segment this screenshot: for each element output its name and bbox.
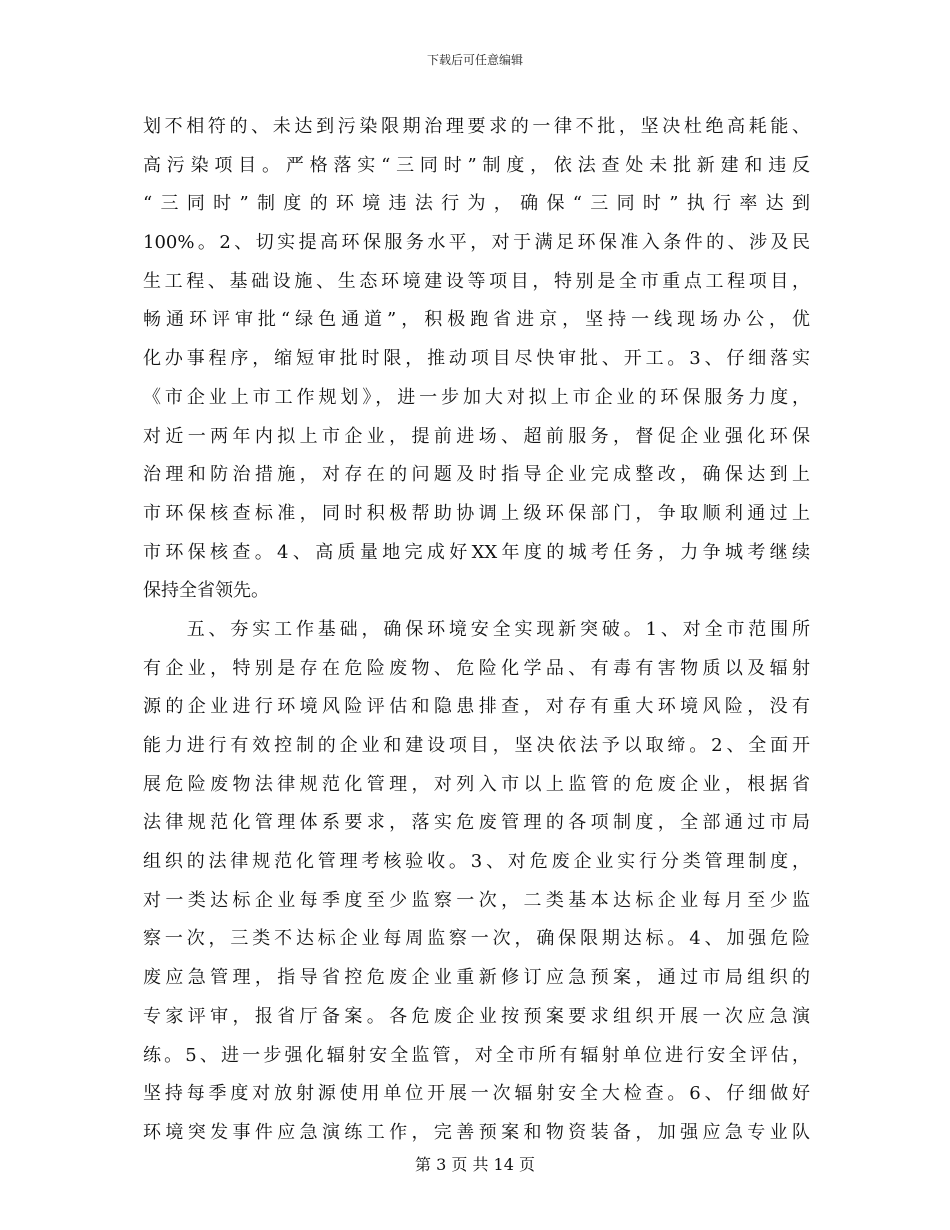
body-line: 能力进行有效控制的企业和建设项目，坚决依法予以取缔。2、全面开: [143, 735, 810, 756]
body-line: 有企业，特别是存在危险废物、危险化学品、有毒有害物质以及辐射: [143, 657, 810, 679]
body-line: 市环保核查标准，同时积极帮助协调上级环保部门，争取顺利通过上: [143, 502, 810, 524]
body-line: 展危险废物法律规范化管理，对列入市以上监管的危废企业，根据省: [143, 773, 810, 795]
body-line: 专家评审，报省厅备案。各危废企业按预案要求组织开展一次应急演: [143, 1005, 810, 1027]
body-line: 化办事程序，缩短审批时限，推动项目尽快审批、开工。3、仔细落实: [143, 348, 810, 370]
body-line: 对近一两年内拟上市企业，提前进场、超前服务，督促企业强化环保: [143, 425, 810, 447]
body-line: 练。5、进一步强化辐射安全监管，对全市所有辐射单位进行安全评估，: [143, 1044, 810, 1066]
body-line: 划不相符的、未达到污染限期治理要求的一律不批，坚决杜绝高耗能、: [143, 116, 810, 137]
page-footer: 第 3 页 共 14 页: [415, 1155, 535, 1174]
body-line: 环境突发事件应急演练工作，完善预案和物资装备，加强应急专业队: [143, 1121, 810, 1143]
body-line: 高污染项目。严格落实“三同时”制度，依法查处未批新建和违反: [143, 154, 810, 176]
body-line: 组织的法律规范化管理考核验收。3、对危废企业实行分类管理制度，: [143, 851, 810, 873]
body-line: 法律规范化管理体系要求，落实危废管理的各项制度，全部通过市局: [143, 812, 810, 834]
body-line: 生工程、基础设施、生态环境建设等项目，特别是全市重点工程项目，: [143, 270, 810, 292]
body-line: 五、夯实工作基础，确保环境安全实现新突破。1、对全市范围所: [143, 618, 810, 640]
body-line: “三同时”制度的环境违法行为，确保“三同时”执行率达到: [143, 193, 810, 215]
body-line: 对一类达标企业每季度至少监察一次，二类基本达标企业每月至少监: [143, 889, 810, 911]
document-body: [143, 108, 810, 1153]
body-line: 保持全省领先。: [143, 580, 269, 602]
body-line: 察一次，三类不达标企业每周监察一次，确保限期达标。4、加强危险: [143, 928, 810, 950]
body-line: 源的企业进行环境风险评估和隐患排查，对存有重大环境风险，没有: [143, 696, 810, 718]
body-line: 废应急管理，指导省控危废企业重新修订应急预案，通过市局组织的: [143, 967, 810, 989]
body-line: 坚持每季度对放射源使用单位开展一次辐射安全大检查。6、仔细做好: [143, 1083, 810, 1105]
body-line: 100%。2、切实提高环保服务水平，对于满足环保准入条件的、涉及民: [143, 232, 810, 254]
body-line: 畅通环评审批“绿色通道”，积极跑省进京，坚持一线现场办公，优: [143, 309, 810, 331]
page-header: 下载后可任意编辑: [426, 53, 523, 67]
body-line: 治理和防治措施，对存在的问题及时指导企业完成整改，确保达到上: [143, 464, 810, 486]
body-line: 市环保核查。4、高质量地完成好XX年度的城考任务，力争城考继续: [143, 541, 810, 563]
body-line: 《市企业上市工作规划》，进一步加大对拟上市企业的环保服务力度，: [143, 386, 810, 408]
